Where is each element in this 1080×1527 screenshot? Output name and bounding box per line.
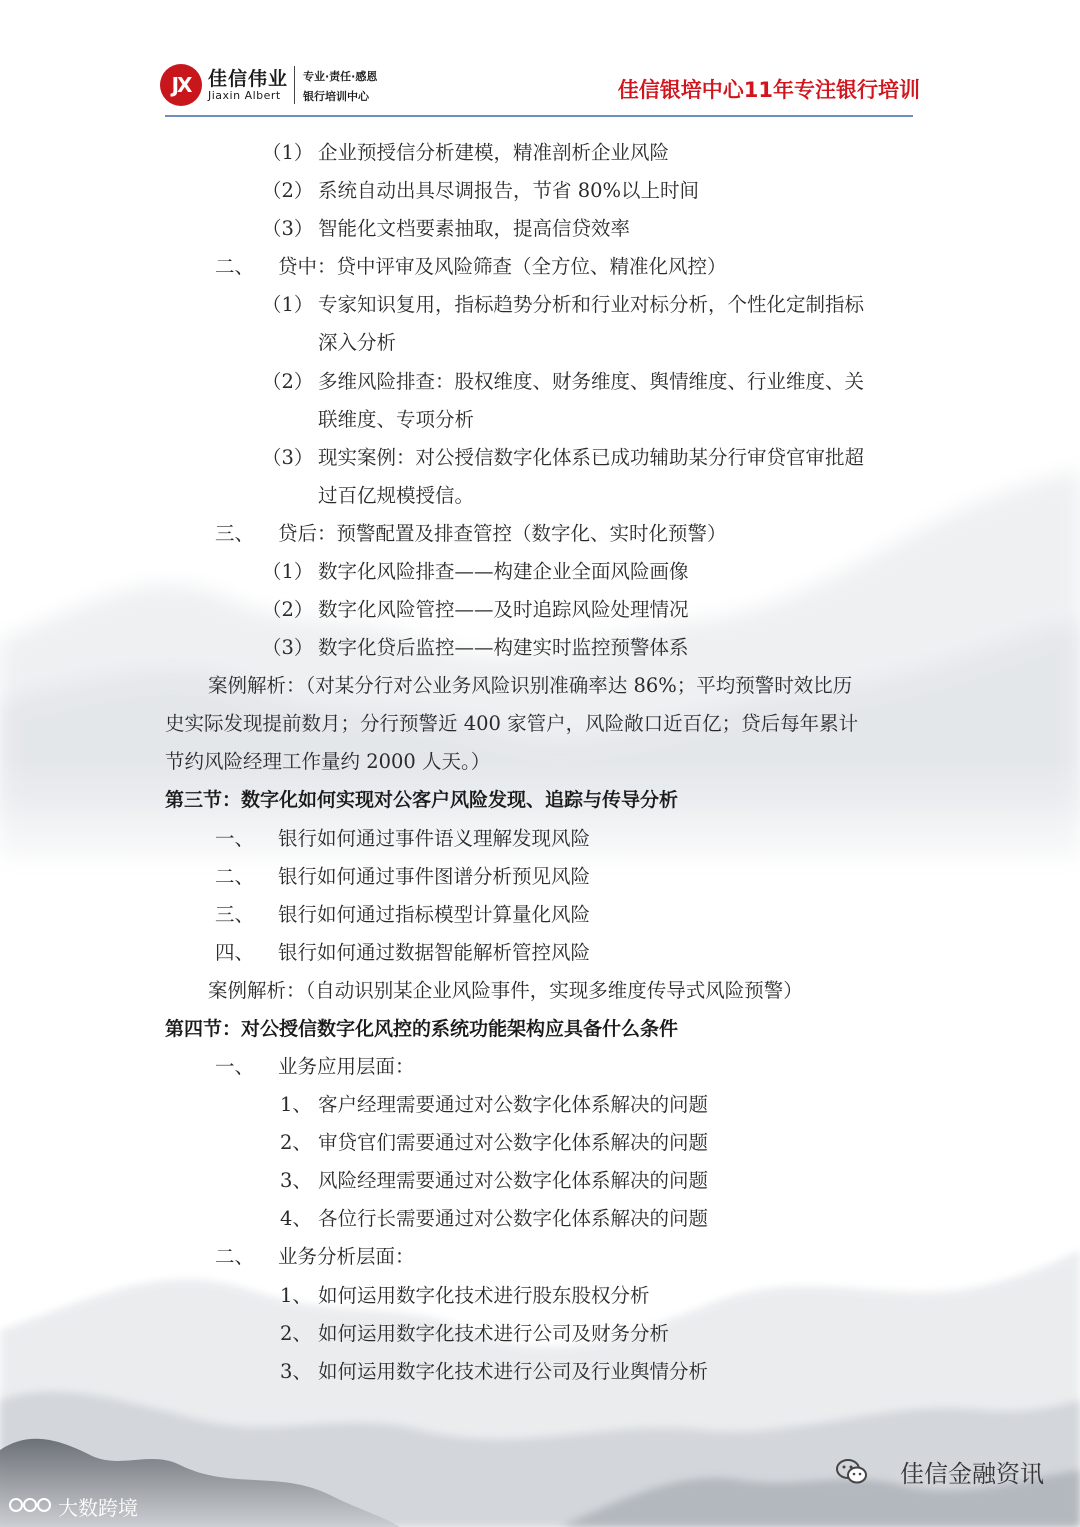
list-item-text: 多维风险排查：股权维度、财务维度、舆情维度、行业维度、关 [318, 370, 865, 393]
section-heading: 贷中：贷中评审及风险筛查（全方位、精准化风控） [278, 255, 727, 278]
section-number: 二、 [215, 255, 255, 278]
list-item-text: 如何运用数字化技术进行公司及行业舆情分析 [318, 1360, 709, 1383]
section-number: 一、 [215, 1055, 255, 1078]
brand-name: 佳信伟业 [208, 68, 289, 90]
list-item-text: 智能化文档要素抽取，提高信贷效率 [318, 217, 631, 240]
case-analysis-continuation: 史实际发现提前数月；分行预警近 400 家管户，风险敞口近百亿；贷后每年累计 [165, 712, 859, 735]
list-item-number: （1） [262, 560, 314, 583]
source-watermark: 大数跨境 [58, 1496, 138, 1520]
list-item-number: （1） [262, 293, 314, 316]
section-number: 三、 [215, 903, 255, 926]
list-item-number: 2、 [280, 1322, 312, 1345]
header-title: 佳信银培中心11年专注银行培训 [617, 78, 920, 102]
section-heading: 业务应用层面： [278, 1055, 415, 1078]
list-item-number: （2） [262, 370, 314, 393]
case-analysis: 案例解析：（自动识别某企业风险事件，实现多维度传导式风险预警） [208, 979, 803, 1002]
list-item-number: 1、 [280, 1093, 312, 1116]
brand-divider [294, 66, 295, 104]
list-item-text: 现实案例：对公授信数字化体系已成功辅助某分行审贷官审批超 [318, 446, 865, 469]
list-item-number: （1） [262, 141, 314, 164]
list-item-text: 风险经理需要通过对公数字化体系解决的问题 [318, 1169, 709, 1192]
list-item-number: 1、 [280, 1284, 312, 1307]
list-item-text: 数字化风险排查——构建企业全面风险画像 [318, 560, 689, 583]
section-number: 二、 [215, 865, 255, 888]
chapter-heading: 第三节：数字化如何实现对公客户风险发现、追踪与传导分析 [165, 789, 679, 811]
case-analysis-continuation: 节约风险经理工作量约 2000 人天。） [165, 750, 491, 773]
section-item-text: 银行如何通过数据智能解析管控风险 [278, 941, 591, 964]
list-item-number: 3、 [280, 1360, 312, 1383]
page-header [0, 0, 1080, 118]
list-item-text: 审贷官们需要通过对公数字化体系解决的问题 [318, 1131, 709, 1154]
list-item-number: 2、 [280, 1131, 312, 1154]
list-item-number: 3、 [280, 1169, 312, 1192]
list-item-text: 数字化风险管控——及时追踪风险处理情况 [318, 598, 689, 621]
chapter-heading: 第四节：对公授信数字化风控的系统功能架构应具备什么条件 [165, 1018, 679, 1040]
section-item-text: 银行如何通过指标模型计算量化风险 [278, 903, 591, 926]
brand-english-name: Jiaxin Albert [208, 89, 281, 102]
list-item-text: 专家知识复用，指标趋势分析和行业对标分析，个性化定制指标 [318, 293, 865, 316]
list-item-text: 各位行长需要通过对公数字化体系解决的问题 [318, 1207, 709, 1230]
section-item-text: 银行如何通过事件语义理解发现风险 [278, 827, 591, 850]
brand-subtitle: 银行培训中心 [303, 90, 369, 103]
list-item-number: （2） [262, 179, 314, 202]
brand-slogan: 专业·责任·感恩 [303, 70, 378, 83]
section-item-text: 银行如何通过事件图谱分析预见风险 [278, 865, 591, 888]
list-item-number: （3） [262, 636, 314, 659]
company-logo: JX [160, 64, 202, 106]
list-item-continuation: 深入分析 [318, 331, 397, 354]
list-item-text: 如何运用数字化技术进行股东股权分析 [318, 1284, 650, 1307]
section-number: 二、 [215, 1245, 255, 1268]
wechat-icon [835, 1458, 869, 1486]
list-item-continuation: 过百亿规模授信。 [318, 484, 475, 507]
list-item-continuation: 联维度、专项分析 [318, 408, 475, 431]
section-heading: 业务分析层面： [278, 1245, 415, 1268]
section-heading: 贷后：预警配置及排查管控（数字化、实时化预警） [278, 522, 727, 545]
list-item-text: 如何运用数字化技术进行公司及财务分析 [318, 1322, 670, 1345]
list-item-number: 4、 [280, 1207, 312, 1230]
list-item-number: （3） [262, 217, 314, 240]
case-analysis: 案例解析：（对某分行对公业务风险识别准确率达 86%；平均预警时效比历 [208, 674, 853, 697]
list-item-text: 系统自动出具尽调报告，节省 80%以上时间 [318, 179, 700, 202]
list-item-text: 企业预授信分析建模，精准剖析企业风险 [318, 141, 670, 164]
brand-logo-icon [8, 1494, 54, 1516]
header-divider [165, 115, 913, 117]
list-item-number: （2） [262, 598, 314, 621]
section-number: 三、 [215, 522, 255, 545]
list-item-text: 客户经理需要通过对公数字化体系解决的问题 [318, 1093, 709, 1116]
wechat-account-watermark: 佳信金融资讯 [900, 1460, 1044, 1488]
list-item-text: 数字化贷后监控——构建实时监控预警体系 [318, 636, 689, 659]
section-number: 一、 [215, 827, 255, 850]
list-item-number: （3） [262, 446, 314, 469]
section-number: 四、 [215, 941, 255, 964]
